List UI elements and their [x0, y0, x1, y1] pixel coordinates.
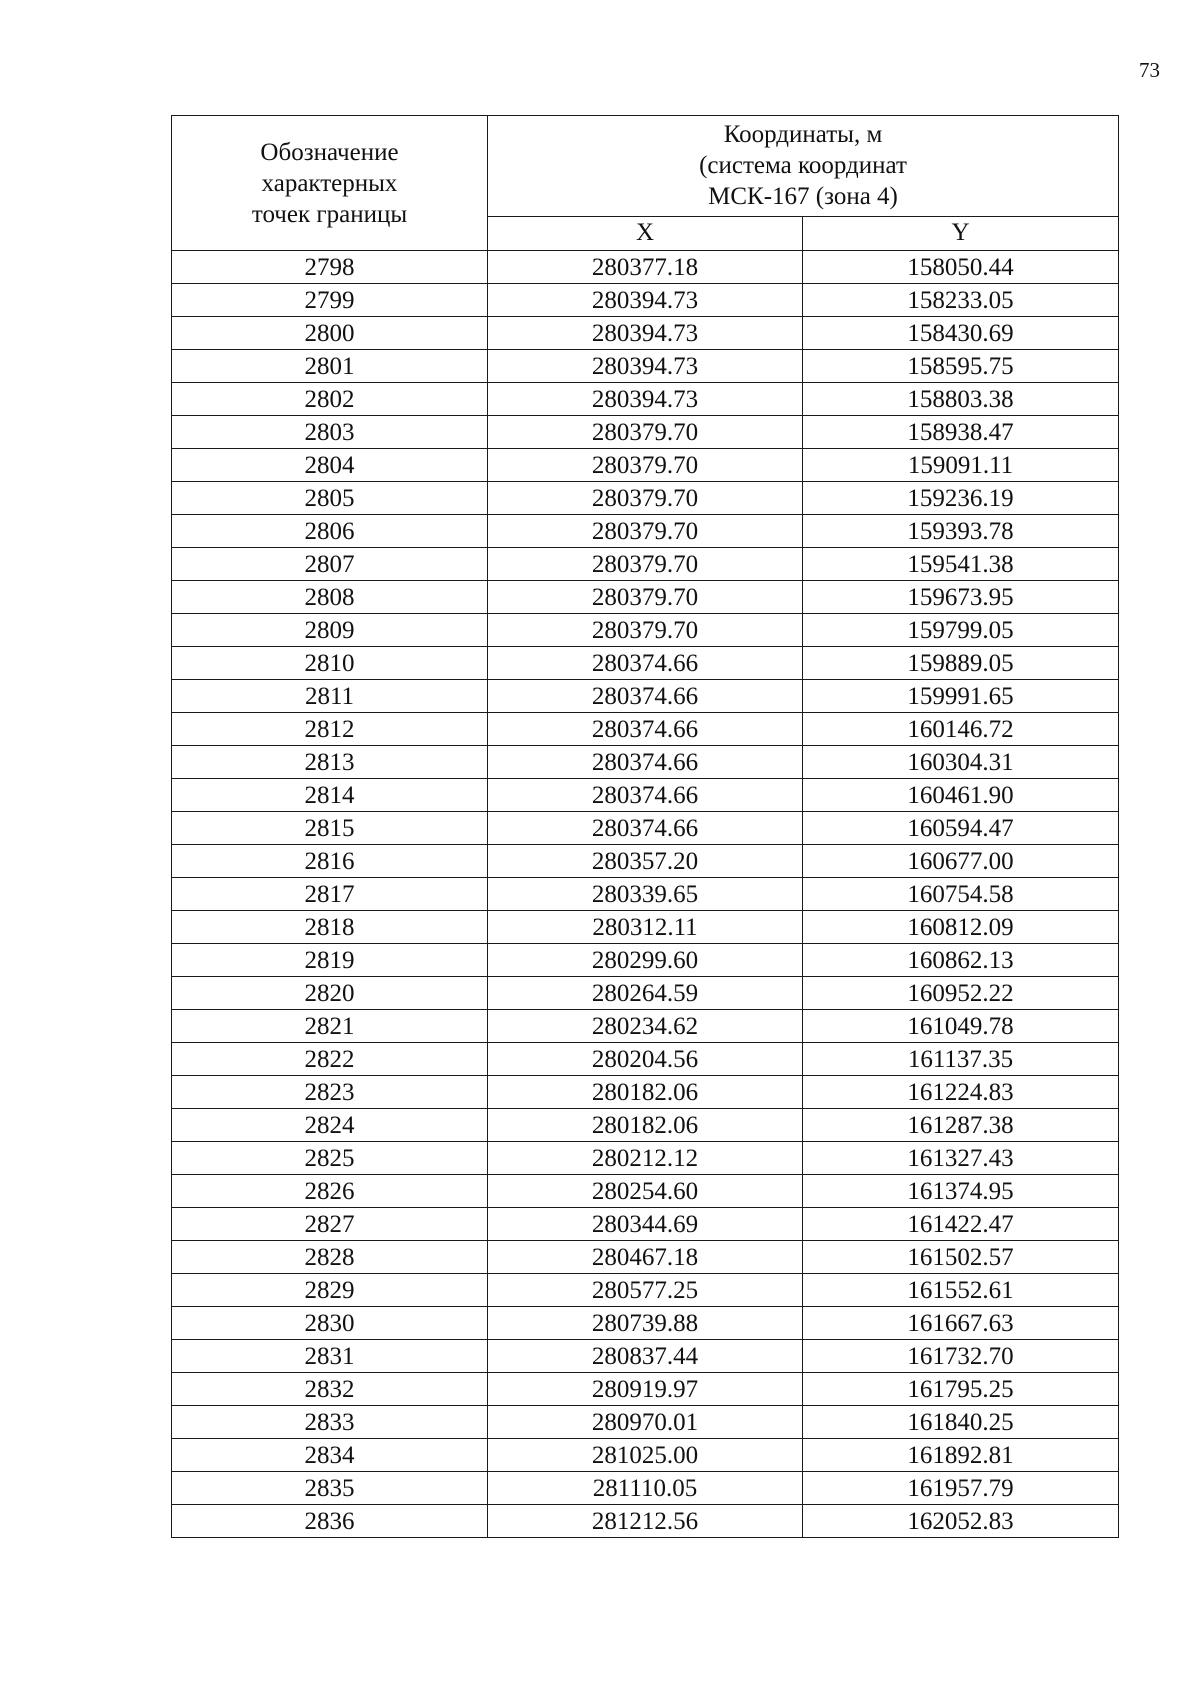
y-coordinate-cell: 161795.25: [803, 1373, 1119, 1406]
x-coordinate-cell: 281110.05: [488, 1472, 803, 1505]
point-id-cell: 2800: [172, 317, 488, 350]
y-coordinate-cell: 160677.00: [803, 845, 1119, 878]
table-row: [172, 713, 1119, 746]
point-id-cell: 2822: [172, 1043, 488, 1076]
table-row: [172, 350, 1119, 383]
y-coordinate-cell: 160304.31: [803, 746, 1119, 779]
y-coordinate-cell: 159236.19: [803, 482, 1119, 515]
table-row: [172, 482, 1119, 515]
point-id-cell: 2814: [172, 779, 488, 812]
point-id-cell: 2798: [172, 251, 488, 284]
point-id-cell: 2807: [172, 548, 488, 581]
x-coordinate-cell: 280379.70: [488, 581, 803, 614]
table-row: [172, 1175, 1119, 1208]
point-id-cell: 2801: [172, 350, 488, 383]
table-row: [172, 1340, 1119, 1373]
table-row: [172, 1274, 1119, 1307]
point-id-cell: 2809: [172, 614, 488, 647]
x-coordinate-cell: 280379.70: [488, 482, 803, 515]
table-row: [172, 581, 1119, 614]
point-id-cell: 2834: [172, 1439, 488, 1472]
point-id-cell: 2833: [172, 1406, 488, 1439]
table-row: [172, 812, 1119, 845]
y-coordinate-cell: 158233.05: [803, 284, 1119, 317]
table-row: [172, 779, 1119, 812]
page-number: 73: [1139, 58, 1160, 82]
table-row: [172, 647, 1119, 680]
point-id-cell: 2804: [172, 449, 488, 482]
point-id-cell: 2810: [172, 647, 488, 680]
x-coordinate-cell: 280357.20: [488, 845, 803, 878]
point-id-cell: 2825: [172, 1142, 488, 1175]
table-row: [172, 1373, 1119, 1406]
table-row: [172, 1406, 1119, 1439]
point-id-cell: 2832: [172, 1373, 488, 1406]
x-coordinate-cell: 280739.88: [488, 1307, 803, 1340]
table-row: [172, 383, 1119, 416]
point-id-cell: 2829: [172, 1274, 488, 1307]
point-id-cell: 2812: [172, 713, 488, 746]
table-row: [172, 548, 1119, 581]
y-coordinate-cell: 160594.47: [803, 812, 1119, 845]
y-coordinate-cell: 161732.70: [803, 1340, 1119, 1373]
point-id-cell: 2828: [172, 1241, 488, 1274]
y-coordinate-cell: 159673.95: [803, 581, 1119, 614]
table-row: [172, 317, 1119, 350]
x-coordinate-cell: 280312.11: [488, 911, 803, 944]
point-id-cell: 2835: [172, 1472, 488, 1505]
table-row: [172, 680, 1119, 713]
x-coordinate-cell: 280344.69: [488, 1208, 803, 1241]
table-row: [172, 1010, 1119, 1043]
table-row: [172, 977, 1119, 1010]
point-id-cell: 2821: [172, 1010, 488, 1043]
x-coordinate-cell: 280394.73: [488, 383, 803, 416]
x-coordinate-cell: 280212.12: [488, 1142, 803, 1175]
table-row: [172, 1109, 1119, 1142]
table-row: [172, 515, 1119, 548]
y-coordinate-cell: 161502.57: [803, 1241, 1119, 1274]
point-id-cell: 2823: [172, 1076, 488, 1109]
table-row: [172, 911, 1119, 944]
point-id-cell: 2799: [172, 284, 488, 317]
x-coordinate-cell: 280394.73: [488, 284, 803, 317]
y-coordinate-cell: 161137.35: [803, 1043, 1119, 1076]
point-id-cell: 2811: [172, 680, 488, 713]
point-id-cell: 2830: [172, 1307, 488, 1340]
x-coordinate-cell: 280379.70: [488, 449, 803, 482]
y-coordinate-cell: 162052.83: [803, 1505, 1119, 1538]
table-row: [172, 614, 1119, 647]
coordinates-group-header: [488, 116, 1119, 217]
y-coordinate-cell: 158050.44: [803, 251, 1119, 284]
y-coordinate-cell: 160754.58: [803, 878, 1119, 911]
x-coordinate-cell: 280374.66: [488, 812, 803, 845]
table-row: [172, 1439, 1119, 1472]
coordinates-group-header-text: Координаты, м (система координат МСК-167 (зона 4): [699, 121, 907, 211]
table-row: [172, 284, 1119, 317]
y-coordinate-cell: 161327.43: [803, 1142, 1119, 1175]
x-coordinate-cell: 280919.97: [488, 1373, 803, 1406]
y-column-header: Y: [803, 216, 1119, 250]
x-coordinate-cell: 280379.70: [488, 515, 803, 548]
table-row: [172, 1307, 1119, 1340]
x-coordinate-cell: 280374.66: [488, 647, 803, 680]
y-coordinate-cell: 159393.78: [803, 515, 1119, 548]
x-coordinate-cell: 280394.73: [488, 317, 803, 350]
point-id-cell: 2818: [172, 911, 488, 944]
boundary-coordinates-table: [171, 115, 1119, 1538]
y-coordinate-cell: 161224.83: [803, 1076, 1119, 1109]
y-coordinate-cell: 161374.95: [803, 1175, 1119, 1208]
x-coordinate-cell: 280970.01: [488, 1406, 803, 1439]
y-coordinate-cell: 158803.38: [803, 383, 1119, 416]
point-id-cell: 2802: [172, 383, 488, 416]
table-row: [172, 449, 1119, 482]
y-coordinate-cell: 160461.90: [803, 779, 1119, 812]
table-row: [172, 1472, 1119, 1505]
table-row: [172, 1208, 1119, 1241]
point-id-cell: 2820: [172, 977, 488, 1010]
point-id-cell: 2824: [172, 1109, 488, 1142]
table-row: [172, 251, 1119, 284]
y-coordinate-cell: 158430.69: [803, 317, 1119, 350]
y-coordinate-cell: 160862.13: [803, 944, 1119, 977]
x-coordinate-cell: 280379.70: [488, 614, 803, 647]
x-coordinate-cell: 280379.70: [488, 416, 803, 449]
point-id-cell: 2813: [172, 746, 488, 779]
y-coordinate-cell: 161667.63: [803, 1307, 1119, 1340]
point-label-header: [172, 116, 488, 251]
table-row: [172, 878, 1119, 911]
x-coordinate-cell: 280467.18: [488, 1241, 803, 1274]
y-coordinate-cell: 160952.22: [803, 977, 1119, 1010]
y-coordinate-cell: 161840.25: [803, 1406, 1119, 1439]
x-coordinate-cell: 280182.06: [488, 1109, 803, 1142]
point-id-cell: 2826: [172, 1175, 488, 1208]
point-id-cell: 2806: [172, 515, 488, 548]
y-coordinate-cell: 159889.05: [803, 647, 1119, 680]
point-label-header-text: Обозначение характерных точек границы: [251, 138, 408, 228]
x-coordinate-cell: 281025.00: [488, 1439, 803, 1472]
table-row: [172, 416, 1119, 449]
x-coordinate-cell: 280837.44: [488, 1340, 803, 1373]
y-coordinate-cell: 161287.38: [803, 1109, 1119, 1142]
x-coordinate-cell: 280374.66: [488, 680, 803, 713]
table-header: [172, 116, 1119, 251]
x-coordinate-cell: 280182.06: [488, 1076, 803, 1109]
y-coordinate-cell: 161552.61: [803, 1274, 1119, 1307]
y-coordinate-cell: 161049.78: [803, 1010, 1119, 1043]
y-coordinate-cell: 161422.47: [803, 1208, 1119, 1241]
table-row: [172, 1241, 1119, 1274]
point-id-cell: 2803: [172, 416, 488, 449]
x-column-header: X: [488, 216, 803, 250]
point-id-cell: 2805: [172, 482, 488, 515]
table-row: [172, 746, 1119, 779]
point-id-cell: 2816: [172, 845, 488, 878]
point-id-cell: 2808: [172, 581, 488, 614]
y-coordinate-cell: 159541.38: [803, 548, 1119, 581]
x-coordinate-cell: 281212.56: [488, 1505, 803, 1538]
y-coordinate-cell: 158938.47: [803, 416, 1119, 449]
table-row: [172, 1505, 1119, 1538]
x-coordinate-cell: 280299.60: [488, 944, 803, 977]
table-row: [172, 1076, 1119, 1109]
table-row: [172, 1142, 1119, 1175]
x-coordinate-cell: 280374.66: [488, 779, 803, 812]
y-coordinate-cell: 159091.11: [803, 449, 1119, 482]
table-row: [172, 1043, 1119, 1076]
point-id-cell: 2819: [172, 944, 488, 977]
y-coordinate-cell: 160812.09: [803, 911, 1119, 944]
y-coordinate-cell: 159799.05: [803, 614, 1119, 647]
y-coordinate-cell: 161957.79: [803, 1472, 1119, 1505]
x-coordinate-cell: 280234.62: [488, 1010, 803, 1043]
x-coordinate-cell: 280374.66: [488, 746, 803, 779]
x-coordinate-cell: 280204.56: [488, 1043, 803, 1076]
point-id-cell: 2827: [172, 1208, 488, 1241]
point-id-cell: 2836: [172, 1505, 488, 1538]
x-coordinate-cell: 280254.60: [488, 1175, 803, 1208]
x-coordinate-cell: 280394.73: [488, 350, 803, 383]
x-coordinate-cell: 280339.65: [488, 878, 803, 911]
table-body: [172, 251, 1119, 1538]
x-coordinate-cell: 280379.70: [488, 548, 803, 581]
y-coordinate-cell: 160146.72: [803, 713, 1119, 746]
y-coordinate-cell: 159991.65: [803, 680, 1119, 713]
x-coordinate-cell: 280264.59: [488, 977, 803, 1010]
x-coordinate-cell: 280577.25: [488, 1274, 803, 1307]
point-id-cell: 2817: [172, 878, 488, 911]
x-coordinate-cell: 280377.18: [488, 251, 803, 284]
table-row: [172, 944, 1119, 977]
table-row: [172, 845, 1119, 878]
x-coordinate-cell: 280374.66: [488, 713, 803, 746]
y-coordinate-cell: 158595.75: [803, 350, 1119, 383]
point-id-cell: 2815: [172, 812, 488, 845]
point-id-cell: 2831: [172, 1340, 488, 1373]
y-coordinate-cell: 161892.81: [803, 1439, 1119, 1472]
